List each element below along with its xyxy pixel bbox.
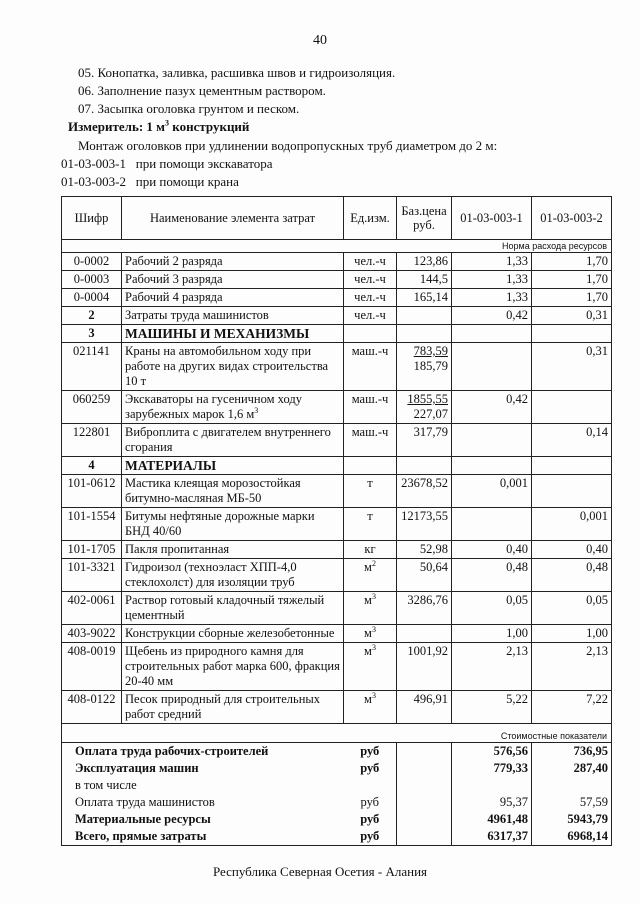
- cell-price: 52,98: [397, 541, 452, 559]
- table-row: [62, 508, 612, 541]
- summary-row: [62, 743, 612, 761]
- cell-v2: 1,70: [532, 253, 612, 271]
- cost-label: Стоимостные показатели: [62, 724, 612, 743]
- cell-v1: [452, 508, 532, 541]
- cell-code: 0-0003: [62, 271, 122, 289]
- summary-v1: 95,37: [452, 794, 532, 811]
- table-row: [62, 271, 612, 289]
- summary-unit: руб: [344, 743, 397, 761]
- cell-v2: 1,00: [532, 625, 612, 643]
- table-row: [62, 424, 612, 457]
- cell-code: 122801: [62, 424, 122, 457]
- section-number: 4: [62, 457, 122, 475]
- section-row: [62, 307, 612, 325]
- cell-unit: т: [344, 508, 397, 541]
- cell-name: Рабочий 4 разряда: [122, 289, 344, 307]
- cell-unit: кг: [344, 541, 397, 559]
- cell-name: Краны на автомобильном ходу при работе на других видах строительства 10 т: [122, 343, 344, 391]
- summary-unit: руб: [344, 828, 397, 846]
- cell-name: Щебень из природного камня для строительных работ марка 600, фракция 20-40 мм: [122, 643, 344, 691]
- cell-v1: 0,05: [452, 592, 532, 625]
- cell-code: 408-0122: [62, 691, 122, 724]
- section-name: МАШИНЫ И МЕХАНИЗМЫ: [122, 325, 344, 343]
- summary-v1: 576,56: [452, 743, 532, 761]
- meter-heading: Измеритель: 1 $м^3$ конструкций: [68, 118, 250, 134]
- summary-v2: 57,59: [532, 794, 612, 811]
- cell-price: 1001,92: [397, 643, 452, 691]
- norm-label-row: [62, 240, 612, 253]
- cell-name: Рабочий 2 разряда: [122, 253, 344, 271]
- summary-v2: 6968,14: [532, 828, 612, 846]
- cell-code: 0-0002: [62, 253, 122, 271]
- page-footer: Республика Северная Осетия - Алания: [212, 864, 428, 879]
- cell-unit: маш.-ч: [344, 343, 397, 391]
- resources-table: [61, 196, 612, 846]
- table-row: [62, 289, 612, 307]
- cell-price: 123,86: [397, 253, 452, 271]
- code-line-2: 01-03-003-2 при помощи крана: [61, 174, 239, 189]
- cell-unit: т: [344, 475, 397, 508]
- step-05: 05. Конопатка, заливка, расшивка швов и гидроизоляция.: [78, 65, 396, 80]
- cell-unit: $м^3$: [344, 643, 397, 691]
- summary-v1: 4961,48: [452, 811, 532, 828]
- cell-v2: [532, 475, 612, 508]
- cell-unit: чел.-ч: [344, 307, 397, 325]
- cell-price: 3286,76: [397, 592, 452, 625]
- summary-unit: [344, 777, 397, 794]
- summary-row: [62, 794, 612, 811]
- cell-code: 403-9022: [62, 625, 122, 643]
- section-row: [62, 325, 612, 343]
- norm-label: Норма расхода ресурсов: [62, 240, 612, 253]
- section-number: 3: [62, 325, 122, 343]
- cell-v2: 0,31: [532, 307, 612, 325]
- cell-v1: 5,22: [452, 691, 532, 724]
- cell-v2: 0,40: [532, 541, 612, 559]
- cell-name: Экскаваторы на гусеничном ходу зарубежных марок 1,6 $м^3$: [122, 391, 344, 424]
- table-row: [62, 391, 612, 424]
- cell-code: 408-0019: [62, 643, 122, 691]
- section-number: 2: [62, 307, 122, 325]
- cell-v2: 7,22: [532, 691, 612, 724]
- cell-v1: 2,13: [452, 643, 532, 691]
- summary-label: Всего, прямые затраты: [62, 828, 344, 846]
- section-row: [62, 457, 612, 475]
- cell-v1: 0,48: [452, 559, 532, 592]
- step-06: 06. Заполнение пазух цементным раствором.: [78, 83, 326, 98]
- summary-v1: 779,33: [452, 760, 532, 777]
- header-col2: 01-03-003-2: [532, 197, 612, 240]
- section-name: МАТЕРИАЛЫ: [122, 457, 344, 475]
- cell-code: 060259: [62, 391, 122, 424]
- cell-price: 783,59 185,79: [397, 343, 452, 391]
- section-name: Затраты труда машинистов: [122, 307, 344, 325]
- summary-row: [62, 811, 612, 828]
- cell-code: 101-1705: [62, 541, 122, 559]
- page-number: 40: [313, 33, 327, 48]
- header-code: Шифр: [62, 197, 122, 240]
- cell-code: 021141: [62, 343, 122, 391]
- cell-price: 165,14: [397, 289, 452, 307]
- cell-v1: 0,001: [452, 475, 532, 508]
- cell-v2: 0,48: [532, 559, 612, 592]
- header-unit: Ед.изм.: [344, 197, 397, 240]
- cell-name: Гидроизол (техноэласт ХПП-4,0 стеклохолст) для изоляции труб: [122, 559, 344, 592]
- summary-label: Материальные ресурсы: [62, 811, 344, 828]
- summary-v1: [452, 777, 532, 794]
- table-row: [62, 691, 612, 724]
- cell-price: 1855,55 227,07: [397, 391, 452, 424]
- summary-v2: 736,95: [532, 743, 612, 761]
- header-price: Баз.цена руб.: [397, 197, 452, 240]
- cell-unit: маш.-ч: [344, 424, 397, 457]
- table-row: [62, 253, 612, 271]
- table-row: [62, 643, 612, 691]
- cell-v1: 0,42: [452, 307, 532, 325]
- cell-name: Рабочий 3 разряда: [122, 271, 344, 289]
- cell-code: 101-0612: [62, 475, 122, 508]
- cell-unit: $м^3$: [344, 592, 397, 625]
- summary-v2: [532, 777, 612, 794]
- cell-unit: чел.-ч: [344, 271, 397, 289]
- cell-name: Мастика клеящая морозостойкая битумно-масляная МБ-50: [122, 475, 344, 508]
- cell-name: Конструкции сборные железобетонные: [122, 625, 344, 643]
- cell-unit: маш.-ч: [344, 391, 397, 424]
- cell-price: 144,5: [397, 271, 452, 289]
- summary-label: в том числе: [62, 777, 344, 794]
- cell-v1: [452, 343, 532, 391]
- cell-price: 23678,52: [397, 475, 452, 508]
- summary-v2: 5943,79: [532, 811, 612, 828]
- cell-name: Виброплита с двигателем внутреннего сгорания: [122, 424, 344, 457]
- table-row: [62, 592, 612, 625]
- summary-label: Оплата труда рабочих-строителей: [62, 743, 344, 761]
- intro-text: Монтаж оголовков при удлинении водопропускных труб диаметром до 2 м:: [78, 138, 498, 153]
- cell-v2: [532, 391, 612, 424]
- summary-v1: 6317,37: [452, 828, 532, 846]
- cell-v1: 1,00: [452, 625, 532, 643]
- table-row: [62, 343, 612, 391]
- table-row: [62, 559, 612, 592]
- code-line-1: 01-03-003-1 при помощи экскаватора: [61, 156, 273, 171]
- cell-name: Пакля пропитанная: [122, 541, 344, 559]
- table-row: [62, 475, 612, 508]
- cell-v2: 0,14: [532, 424, 612, 457]
- table-row: [62, 625, 612, 643]
- summary-v2: 287,40: [532, 760, 612, 777]
- cell-code: 0-0004: [62, 289, 122, 307]
- cell-unit: $м^2$: [344, 559, 397, 592]
- summary-row: [62, 777, 612, 794]
- cell-v2: 1,70: [532, 289, 612, 307]
- cell-name: Битумы нефтяные дорожные марки БНД 40/60: [122, 508, 344, 541]
- cost-label-row: [62, 724, 612, 743]
- step-07: 07. Засыпка оголовка грунтом и песком.: [78, 101, 300, 116]
- cell-v1: 0,40: [452, 541, 532, 559]
- cell-code: 101-1554: [62, 508, 122, 541]
- cell-unit: чел.-ч: [344, 253, 397, 271]
- cell-v2: 1,70: [532, 271, 612, 289]
- cell-v1: 1,33: [452, 289, 532, 307]
- summary-unit: руб: [344, 811, 397, 828]
- cell-code: 402-0061: [62, 592, 122, 625]
- cell-price: 50,64: [397, 559, 452, 592]
- cell-v2: 2,13: [532, 643, 612, 691]
- cell-price: 12173,55: [397, 508, 452, 541]
- cell-unit: $м^3$: [344, 691, 397, 724]
- cell-v1: 0,42: [452, 391, 532, 424]
- cell-unit: чел.-ч: [344, 289, 397, 307]
- cell-v1: 1,33: [452, 253, 532, 271]
- summary-row: [62, 828, 612, 846]
- summary-row: [62, 760, 612, 777]
- summary-unit: руб: [344, 794, 397, 811]
- cell-v2: 0,31: [532, 343, 612, 391]
- cell-v1: 1,33: [452, 271, 532, 289]
- cell-code: 101-3321: [62, 559, 122, 592]
- cell-v2: 0,001: [532, 508, 612, 541]
- summary-unit: руб: [344, 760, 397, 777]
- table-row: [62, 541, 612, 559]
- cell-v1: [452, 424, 532, 457]
- table-header: [62, 197, 612, 240]
- cell-price: [397, 625, 452, 643]
- cell-price: 317,79: [397, 424, 452, 457]
- cell-name: Раствор готовый кладочный тяжелый цементный: [122, 592, 344, 625]
- cell-v2: 0,05: [532, 592, 612, 625]
- header-col1: 01-03-003-1: [452, 197, 532, 240]
- summary-label: Оплата труда машинистов: [62, 794, 344, 811]
- summary-label: Эксплуатация машин: [62, 760, 344, 777]
- cell-name: Песок природный для строительных работ средний: [122, 691, 344, 724]
- cell-unit: $м^3$: [344, 625, 397, 643]
- header-name: Наименование элемента затрат: [122, 197, 344, 240]
- cell-price: 496,91: [397, 691, 452, 724]
